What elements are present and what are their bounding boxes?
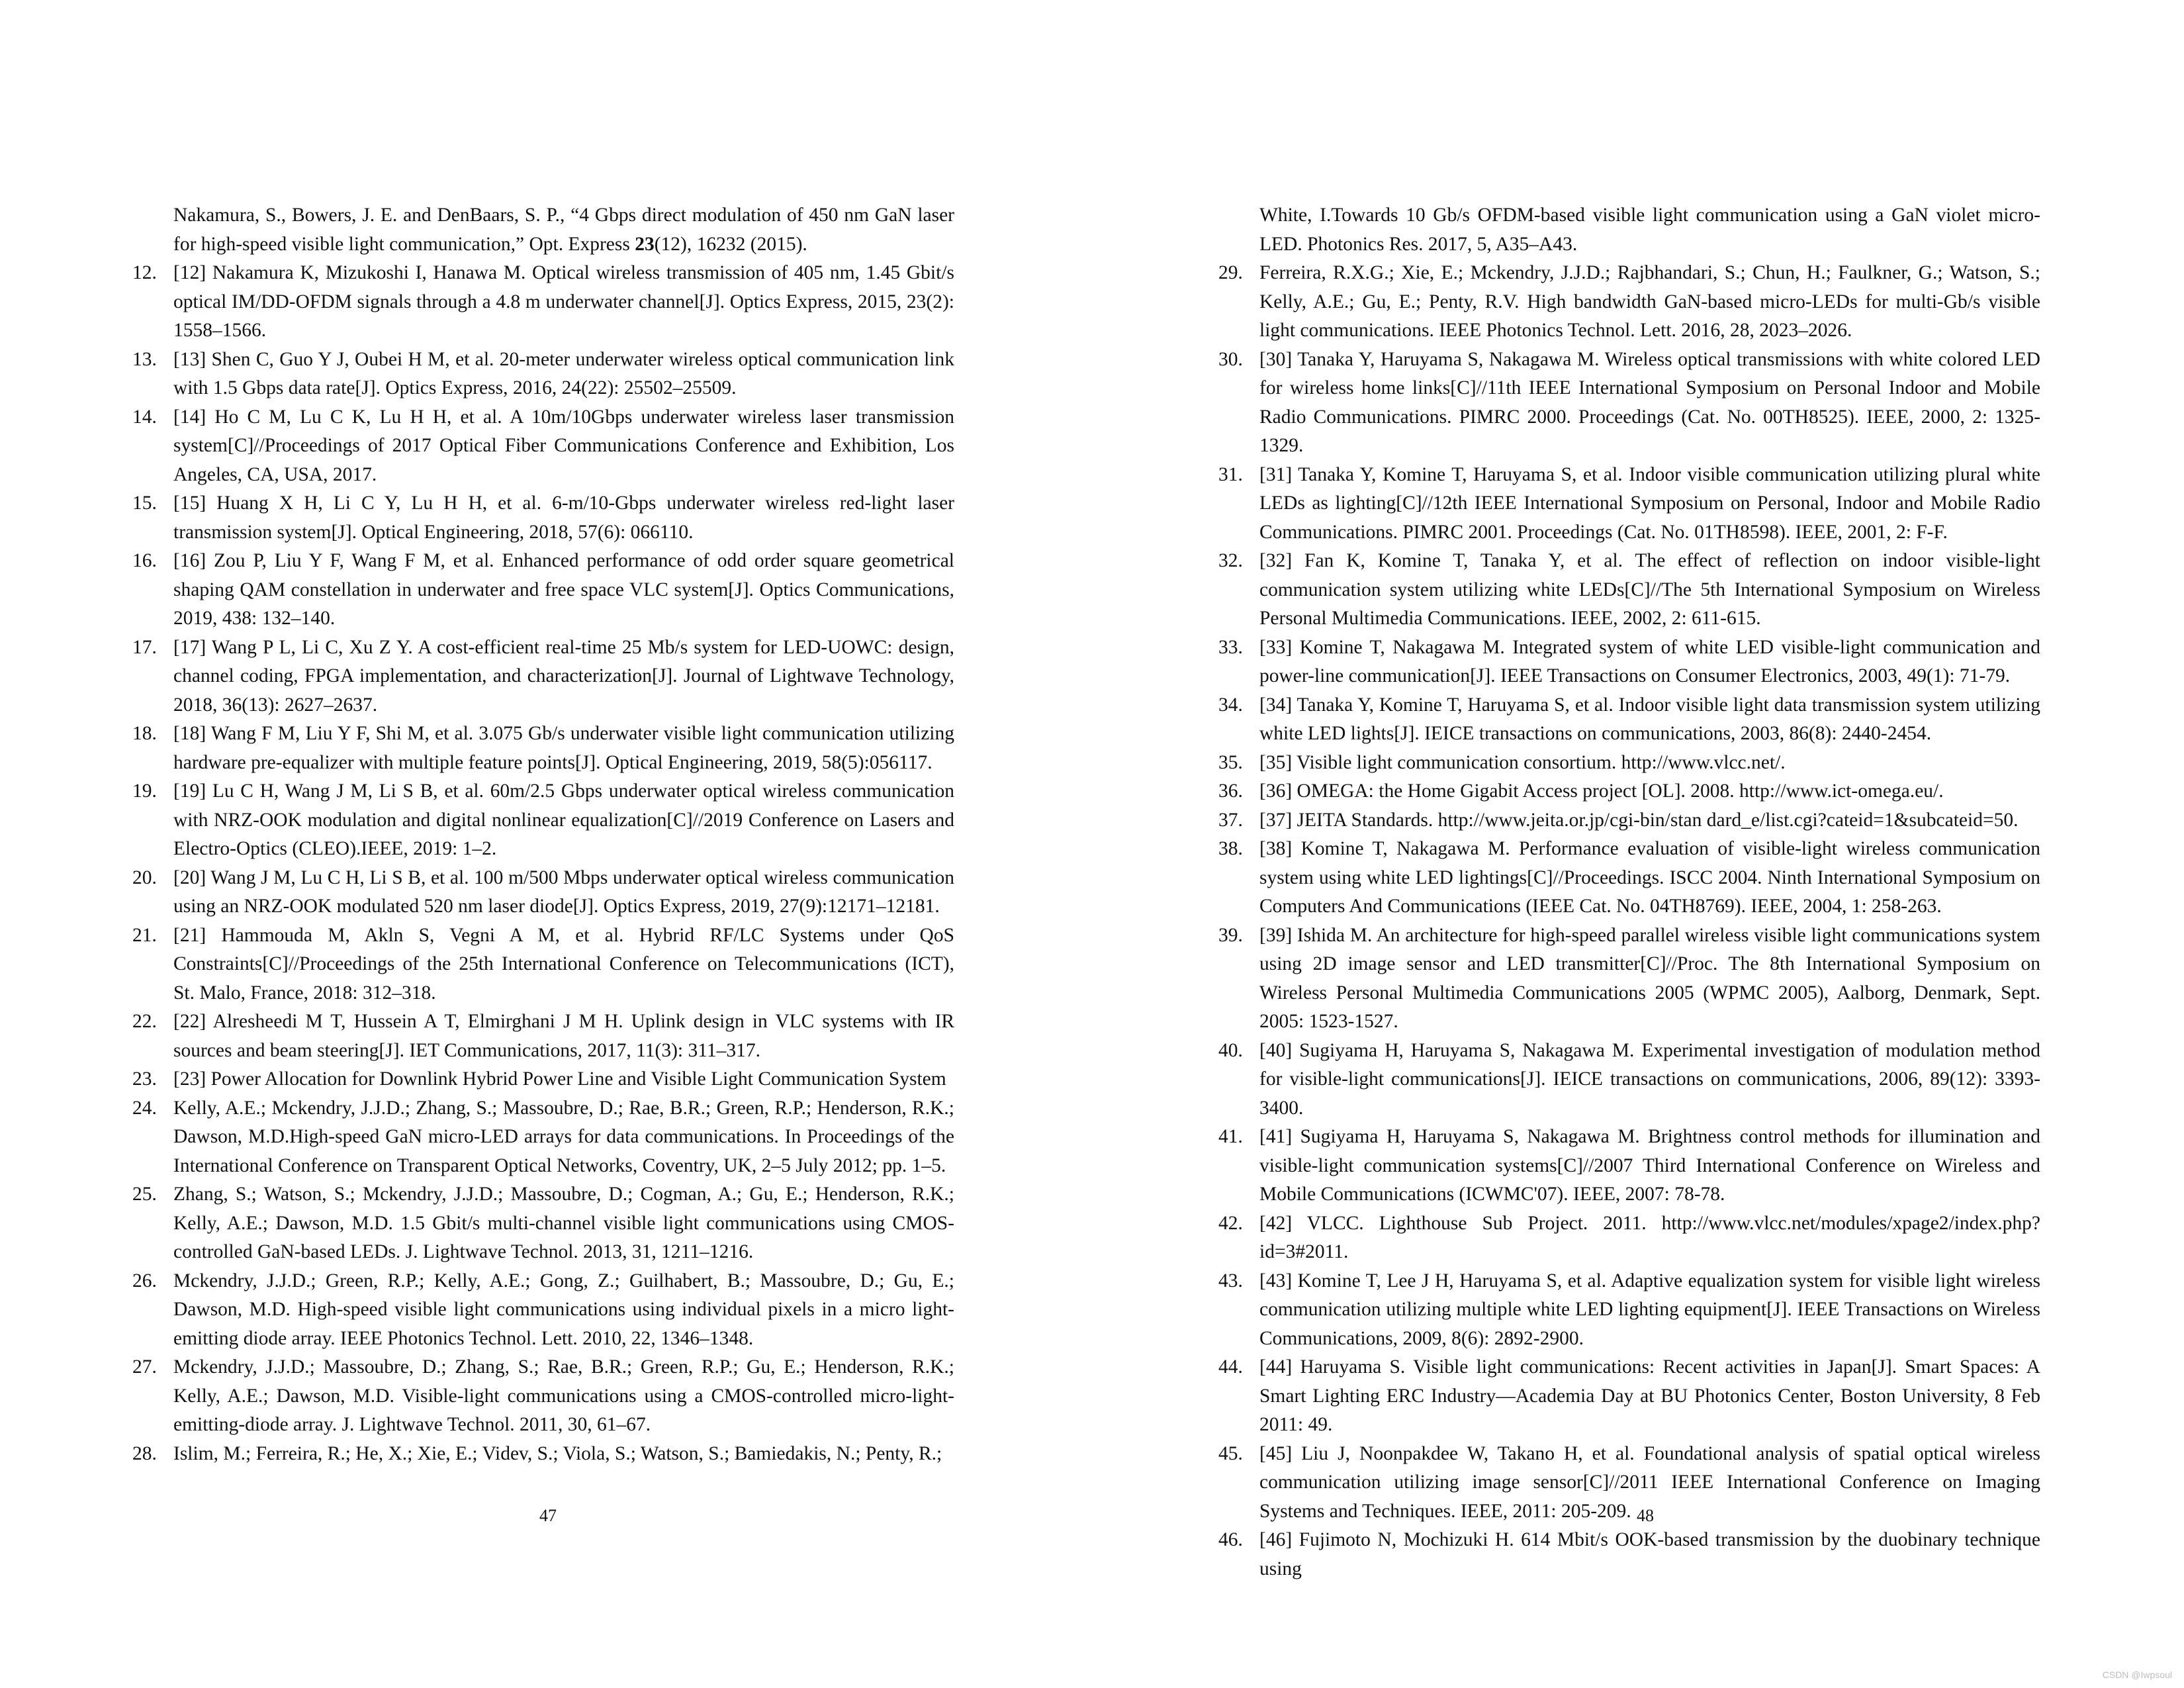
- reference-text: Mckendry, J.J.D.; Green, R.P.; Kelly, A.E.; Gong, Z.; Guilhabert, B.; Massoubre, D.; Gu, E.; Dawson, M.D. High-speed visible light communications using individual pixels in a micro light-emitting diode array. IEEE Photonics Technol. Lett. 2010, 22, 1346–1348.: [173, 1270, 954, 1349]
- watermark: CSDN @Iwpsoul: [2102, 1669, 2172, 1680]
- reference-item: [1218, 806, 2040, 835]
- reference-text: [22] Alresheedi M T, Hussein A T, Elmirghani J M H. Uplink design in VLC systems with IR sources and beam steering[J]. IET Communications, 2017, 11(3): 311–317.: [173, 1011, 954, 1061]
- reference-number: 43.: [1218, 1270, 1243, 1291]
- reference-continuation: [1218, 201, 2040, 259]
- page-number: 47: [539, 1506, 557, 1525]
- reference-text: [43] Komine T, Lee J H, Haruyama S, et al. Adaptive equalization system for visible light wireless communication utilizing multiple white LED lighting equipment[J]. IEEE Transactions on Wireless Communications, 2009, 8(6): 2892-2900.: [1259, 1270, 2040, 1349]
- reference-number: 33.: [1218, 636, 1243, 658]
- reference-number: 17.: [132, 636, 157, 658]
- reference-item: [1218, 921, 2040, 1037]
- reference-text: [36] OMEGA: the Home Gigabit Access project [OL]. 2008. http://www.ict-omega.eu/.: [1259, 780, 1944, 802]
- reference-text: Mckendry, J.J.D.; Massoubre, D.; Zhang, S.; Rae, B.R.; Green, R.P.; Gu, E.; Henderson, R.K.; Kelly, A.E.; Dawson, M.D. Visible-light communications using a CMOS-controlled micro-light- emitting-diode array. J. Lightwave Technol. 2011, 30, 61–67.: [173, 1356, 954, 1435]
- reference-text: Nakamura, S., Bowers, J. E. and DenBaars, S. P., “4 Gbps direct modulation of 450 nm GaN laser for high-speed visible light communication,” Opt. Express 23(12), 16232 (2015).: [173, 205, 954, 255]
- reference-number: 28.: [132, 1442, 157, 1464]
- reference-item: [132, 1094, 954, 1181]
- reference-text: Ferreira, R.X.G.; Xie, E.; Mckendry, J.J.D.; Rajbhandari, S.; Chun, H.; Faulkner, G.; Watson, S.; Kelly, A.E.; Gu, E.; Penty, R.V. High bandwidth GaN-based micro-LEDs for multi-Gb/s visible light communications. IEEE Photonics Technol. Lett. 2016, 28, 2023–2026.: [1259, 262, 2040, 341]
- reference-text: [21] Hammouda M, Akln S, Vegni A M, et al. Hybrid RF/LC Systems under QoS Constraints[C]//Proceedings of the 25th International Conference on Telecommunications (ICT), St. Malo, France, 2018: 312–318.: [173, 924, 954, 1004]
- reference-text: [13] Shen C, Guo Y J, Oubei H M, et al. 20-meter underwater wireless optical communication link with 1.5 Gbps data rate[J]. Optics Express, 2016, 24(22): 25502–25509.: [173, 348, 954, 399]
- reference-text: [33] Komine T, Nakagawa M. Integrated system of white LED visible-light communication and power-line communication[J]. IEEE Transactions on Consumer Electronics, 2003, 49(1): 71-79.: [1259, 636, 2040, 686]
- reference-item: [132, 633, 954, 720]
- reference-item: [1218, 777, 2040, 806]
- reference-number: 24.: [132, 1097, 157, 1119]
- reference-item: [132, 403, 954, 490]
- reference-number: 41.: [1218, 1126, 1243, 1147]
- reference-continuation: [132, 201, 954, 259]
- reference-text: Zhang, S.; Watson, S.; Mckendry, J.J.D.; Massoubre, D.; Cogman, A.; Gu, E.; Henderson, R.K.; Kelly, A.E.; Dawson, M.D. 1.5 Gbit/s multi-channel visible light communications using CMOS-controlled GaN-based LEDs. J. Lightwave Technol. 2013, 31, 1211–1216.: [173, 1184, 954, 1262]
- reference-number: 21.: [132, 924, 157, 946]
- reference-item: [132, 1008, 954, 1065]
- reference-text: [15] Huang X H, Li C Y, Lu H H, et al. 6-m/10-Gbps underwater wireless red-light laser transmission system[J]. Optical Engineering, 2018, 57(6): 066110.: [173, 492, 954, 543]
- reference-item: [1218, 835, 2040, 921]
- reference-number: 39.: [1218, 924, 1243, 946]
- reference-number: 34.: [1218, 694, 1243, 716]
- reference-item: [1218, 1526, 2040, 1583]
- reference-number: 25.: [132, 1184, 157, 1205]
- reference-item: [132, 864, 954, 921]
- reference-text: [12] Nakamura K, Mizukoshi I, Hanawa M. Optical wireless transmission of 405 nm, 1.45 Gbit/s optical IM/DD-OFDM signals through a 4.8 m underwater channel[J]. Optics Express, 2015, 23(2): 1558–1566.: [173, 262, 954, 341]
- reference-number: 46.: [1218, 1529, 1243, 1550]
- reference-text: [23] Power Allocation for Downlink Hybrid Power Line and Visible Light Communication System: [173, 1068, 946, 1090]
- reference-item: [1218, 259, 2040, 346]
- reference-text: [19] Lu C H, Wang J M, Li S B, et al. 60m/2.5 Gbps underwater optical wireless communication with NRZ-OOK modulation and digital nonlinear equalization[C]//2019 Conference on Lasers and Electro-Optics (CLEO).IEEE, 2019: 1–2.: [173, 780, 954, 859]
- reference-text: [40] Sugiyama H, Haruyama S, Nakagawa M. Experimental investigation of modulation method for visible-light communications[J]. IEICE transactions on communications, 2006, 89(12): 3393-3400.: [1259, 1039, 2040, 1119]
- reference-item: [132, 259, 954, 346]
- reference-number: 37.: [1218, 809, 1243, 831]
- reference-item: [132, 1065, 954, 1094]
- reference-item: [1218, 633, 2040, 691]
- reference-item: [132, 777, 954, 864]
- reference-item: [1218, 1209, 2040, 1267]
- reference-number: 45.: [1218, 1442, 1243, 1464]
- reference-text: [38] Komine T, Nakagawa M. Performance evaluation of visible-light wireless communication system using white LED lightings[C]//Proceedings. ISCC 2004. Ninth International Symposium on Computers And Communications (IEEE Cat. No. 04TH8769). IEEE, 2004, 1: 258-263.: [1259, 838, 2040, 917]
- reference-number: 35.: [1218, 751, 1243, 773]
- reference-text: [44] Haruyama S. Visible light communications: Recent activities in Japan[J]. Smart Spaces: A Smart Lighting ERC Industry—Academia Day at BU Photonics Center, Boston University, 8 Feb 2011: 49.: [1259, 1356, 2040, 1435]
- reference-text: Islim, M.; Ferreira, R.; He, X.; Xie, E.; Videv, S.; Viola, S.; Watson, S.; Bamiedakis, N.; Penty, R.;: [173, 1442, 942, 1464]
- reference-text: [32] Fan K, Komine T, Tanaka Y, et al. The effect of reflection on indoor visible-light communication system utilizing white LEDs[C]//The 5th International Symposium on Wireless Personal Multimedia Communications. IEEE, 2002, 2: 611-615.: [1259, 550, 2040, 629]
- reference-number: 18.: [132, 723, 157, 744]
- reference-item: [132, 1180, 954, 1267]
- reference-list: [132, 201, 954, 1468]
- reference-number: 32.: [1218, 550, 1243, 571]
- reference-items: [132, 259, 954, 1468]
- reference-number: 22.: [132, 1011, 157, 1032]
- reference-item: [1218, 547, 2040, 633]
- right-page: [1092, 0, 2184, 1688]
- reference-text: [18] Wang F M, Liu Y F, Shi M, et al. 3.075 Gb/s underwater visible light communication utilizing hardware pre-equalizer with multiple feature points[J]. Optical Engineering, 2019, 58(5):056117.: [173, 723, 954, 773]
- reference-number: 40.: [1218, 1039, 1243, 1061]
- reference-number: 12.: [132, 262, 157, 283]
- reference-number: 29.: [1218, 262, 1243, 283]
- reference-item: [132, 547, 954, 633]
- reference-item: [132, 1267, 954, 1354]
- reference-number: 27.: [132, 1356, 157, 1378]
- reference-list: [1218, 201, 2040, 1583]
- reference-text: [34] Tanaka Y, Komine T, Haruyama S, et al. Indoor visible light data transmission system utilizing white LED lights[J]. IEICE transactions on communications, 2003, 86(8): 2440-2454.: [1259, 694, 2040, 744]
- reference-text: [30] Tanaka Y, Haruyama S, Nakagawa M. Wireless optical transmissions with white colored LED for wireless home links[C]//11th IEEE International Symposium on Personal Indoor and Mobile Radio Communications. PIMRC 2000. Proceedings (Cat. No. 00TH8525). IEEE, 2000, 2: 1325-1329.: [1259, 348, 2040, 456]
- reference-item: [1218, 1440, 2040, 1526]
- reference-number: 23.: [132, 1068, 157, 1090]
- reference-item: [132, 489, 954, 547]
- reference-item: [1218, 1037, 2040, 1123]
- reference-number: 26.: [132, 1270, 157, 1291]
- reference-number: 36.: [1218, 780, 1243, 802]
- volume-number: 23: [635, 233, 655, 255]
- reference-text: [37] JEITA Standards. http://www.jeita.or.jp/cgi-bin/stan dard_e/list.cgi?cateid=1&subcateid=50.: [1259, 809, 2019, 831]
- reference-text: [17] Wang P L, Li C, Xu Z Y. A cost-efficient real-time 25 Mb/s system for LED-UOWC: design, channel coding, FPGA implementation, and characterization[J]. Journal of Lightwave Technology, 2018, 36(13): 2627–2637.: [173, 636, 954, 716]
- reference-item: [1218, 691, 2040, 749]
- reference-item: [1218, 1267, 2040, 1354]
- reference-number: 16.: [132, 550, 157, 571]
- reference-number: 44.: [1218, 1356, 1243, 1378]
- reference-item: [132, 720, 954, 777]
- reference-number: 19.: [132, 780, 157, 802]
- reference-number: 30.: [1218, 348, 1243, 370]
- reference-item: [1218, 346, 2040, 461]
- reference-item: [132, 1440, 954, 1469]
- reference-number: 13.: [132, 348, 157, 370]
- reference-text: White, I.Towards 10 Gb/s OFDM-based visible light communication using a GaN violet micro-LED. Photonics Res. 2017, 5, A35–A43.: [1259, 205, 2040, 255]
- reference-text: [14] Ho C M, Lu C K, Lu H H, et al. A 10m/10Gbps underwater wireless laser transmission system[C]//Proceedings of 2017 Optical Fiber Communications Conference and Exhibition, Los Angeles, CA, USA, 2017.: [173, 406, 954, 485]
- reference-item: [1218, 749, 2040, 778]
- reference-number: 14.: [132, 406, 157, 428]
- reference-text: Kelly, A.E.; Mckendry, J.J.D.; Zhang, S.; Massoubre, D.; Rae, B.R.; Green, R.P.; Henderson, R.K.; Dawson, M.D.High-speed GaN micro-LED arrays for data communications. In Proceedings of the International Conference on Transparent Optical Networks, Coventry, UK, 2–5 July 2012; pp. 1–5.: [173, 1097, 954, 1176]
- reference-item: [132, 921, 954, 1008]
- reference-text: [16] Zou P, Liu Y F, Wang F M, et al. Enhanced performance of odd order square geometrical shaping QAM constellation in underwater and free space VLC system[J]. Optics Communications, 2019, 438: 132–140.: [173, 550, 954, 629]
- reference-text: [35] Visible light communication consortium. http://www.vlcc.net/.: [1259, 751, 1786, 773]
- reference-text: [39] Ishida M. An architecture for high-speed parallel wireless visible light communications system using 2D image sensor and LED transmitter[C]//Proc. The 8th International Symposium on Wireless Personal Multimedia Communications 2005 (WPMC 2005), Aalborg, Denmark, Sept. 2005: 1523-1527.: [1259, 924, 2040, 1032]
- reference-item: [1218, 1123, 2040, 1209]
- reference-item: [1218, 461, 2040, 547]
- reference-number: 20.: [132, 867, 157, 888]
- reference-item: [132, 1353, 954, 1440]
- reference-number: 15.: [132, 492, 157, 514]
- reference-text: [42] VLCC. Lighthouse Sub Project. 2011. http://www.vlcc.net/modules/xpage2/index.php?id=3#2011.: [1259, 1212, 2040, 1262]
- reference-text: [31] Tanaka Y, Komine T, Haruyama S, et al. Indoor visible communication utilizing plural white LEDs as lighting[C]//12th IEEE International Symposium on Personal, Indoor and Mobile Radio Communications. PIMRC 2001. Proceedings (Cat. No. 01TH8598). IEEE, 2001, 2: F-F.: [1259, 463, 2040, 543]
- page-number: 48: [1637, 1506, 1654, 1525]
- reference-text: [46] Fujimoto N, Mochizuki H. 614 Mbit/s OOK-based transmission by the duobinary technique using: [1259, 1529, 2040, 1579]
- reference-item: [1218, 1353, 2040, 1440]
- reference-text: [45] Liu J, Noonpakdee W, Takano H, et al. Foundational analysis of spatial optical wireless communication utilizing image sensor[C]//2011 IEEE International Conference on Imaging Systems and Techniques. IEEE, 2011: 205-209.: [1259, 1442, 2040, 1522]
- reference-number: 42.: [1218, 1212, 1243, 1234]
- reference-number: 38.: [1218, 838, 1243, 859]
- reference-text: [41] Sugiyama H, Haruyama S, Nakagawa M. Brightness control methods for illumination and visible-light communication systems[C]//2007 Third International Conference on Wireless and Mobile Communications (ICWMC'07). IEEE, 2007: 78-78.: [1259, 1126, 2040, 1205]
- reference-items: [1218, 259, 2040, 1583]
- reference-text: [20] Wang J M, Lu C H, Li S B, et al. 100 m/500 Mbps underwater optical wireless communication using an NRZ-OOK modulated 520 nm laser diode[J]. Optics Express, 2019, 27(9):12171–12181.: [173, 867, 954, 917]
- reference-item: [132, 346, 954, 403]
- reference-number: 31.: [1218, 463, 1243, 485]
